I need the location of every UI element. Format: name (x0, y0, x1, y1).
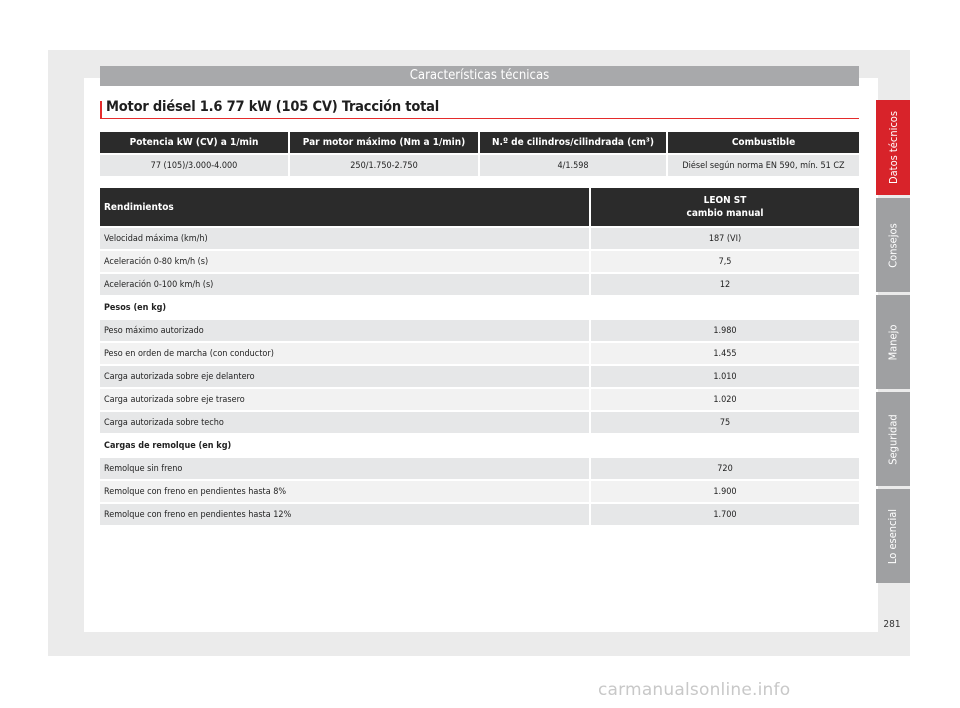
row-label: Aceleración 0-80 km/h (s) (100, 251, 591, 274)
table-row (100, 504, 859, 527)
row-label: Peso máximo autorizado (100, 320, 591, 343)
row-label: Aceleración 0-100 km/h (s) (100, 274, 591, 297)
row-label: Carga autorizada sobre eje trasero (100, 389, 591, 412)
page-number: 281 (883, 619, 901, 630)
tab-consejos[interactable] (876, 198, 910, 292)
row-label: Carga autorizada sobre techo (100, 412, 591, 435)
cell-fuel: Diésel según norma EN 590, mín. 51 CZ (668, 155, 859, 178)
row-value: 1.700 (591, 504, 859, 527)
engine-table-row (100, 155, 859, 178)
header-cylinders: N.º de cilindros/cilindrada (cm³) (480, 132, 668, 155)
table-row (100, 366, 859, 389)
group-row (100, 297, 859, 320)
row-label: Remolque con freno en pendientes hasta 8% (100, 481, 591, 504)
row-value: 1.455 (591, 343, 859, 366)
row-value: 75 (591, 412, 859, 435)
header-torque: Par motor máximo (Nm a 1/min) (290, 132, 480, 155)
page-title: Motor diésel 1.6 77 kW (105 CV) Tracción total (106, 99, 440, 115)
group-label: Cargas de remolque (en kg) (100, 435, 859, 458)
tab-label: Manejo (886, 324, 900, 360)
header-model (591, 188, 859, 228)
cell-power: 77 (105)/3.000-4.000 (100, 155, 290, 178)
table-row (100, 320, 859, 343)
tab-manejo[interactable] (876, 295, 910, 389)
performance-table-header-row (100, 188, 859, 228)
section-header: Características técnicas (100, 66, 859, 86)
header-model-name: LEON ST (703, 195, 747, 206)
table-row (100, 228, 859, 251)
tab-label: Lo esencial (886, 508, 900, 564)
table-row (100, 343, 859, 366)
row-label: Remolque sin freno (100, 458, 591, 481)
performance-table (100, 188, 859, 527)
cell-torque: 250/1.750-2.750 (290, 155, 480, 178)
group-label: Pesos (en kg) (100, 297, 859, 320)
header-fuel: Combustible (668, 132, 859, 155)
table-row (100, 251, 859, 274)
group-row (100, 435, 859, 458)
row-value: 12 (591, 274, 859, 297)
row-value: 187 (VI) (591, 228, 859, 251)
title-underline (100, 118, 859, 119)
row-label: Remolque con freno en pendientes hasta 12% (100, 504, 591, 527)
table-row (100, 412, 859, 435)
tab-datos-tecnicos[interactable] (876, 100, 910, 195)
tab-lo-esencial[interactable] (876, 489, 910, 583)
row-value: 1.900 (591, 481, 859, 504)
row-value: 1.010 (591, 366, 859, 389)
row-value: 720 (591, 458, 859, 481)
cell-cylinders: 4/1.598 (480, 155, 668, 178)
row-label: Carga autorizada sobre eje delantero (100, 366, 591, 389)
tab-seguridad[interactable] (876, 392, 910, 486)
title-accent-bar (100, 101, 102, 119)
header-model-transmission: cambio manual (686, 208, 764, 219)
tab-label: Consejos (886, 222, 900, 268)
table-row (100, 458, 859, 481)
row-label: Peso en orden de marcha (con conductor) (100, 343, 591, 366)
row-value: 7,5 (591, 251, 859, 274)
row-label: Velocidad máxima (km/h) (100, 228, 591, 251)
tab-label: Seguridad (886, 413, 900, 465)
engine-table-header-row (100, 132, 859, 155)
tab-label: Datos técnicos (886, 111, 900, 184)
header-power: Potencia kW (CV) a 1/min (100, 132, 290, 155)
table-row (100, 274, 859, 297)
row-value: 1.980 (591, 320, 859, 343)
table-row (100, 389, 859, 412)
watermark: carmanualsonline.info (598, 680, 791, 700)
engine-specs-table (100, 132, 859, 178)
header-rendimientos: Rendimientos (100, 188, 591, 228)
row-value: 1.020 (591, 389, 859, 412)
table-row (100, 481, 859, 504)
